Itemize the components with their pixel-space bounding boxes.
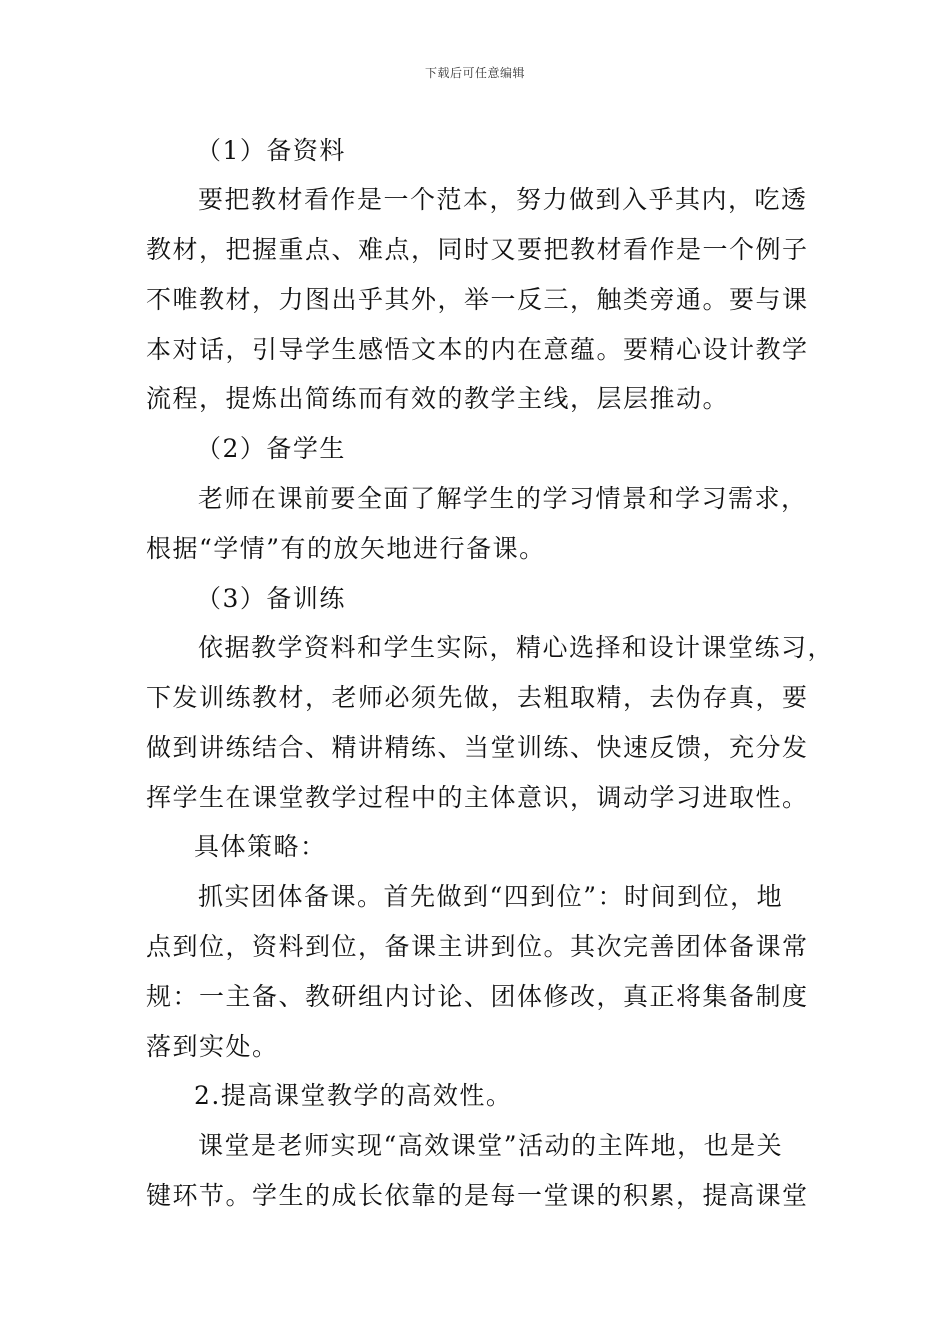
section-heading-strategies: 具体策略： — [194, 832, 327, 861]
paragraph-line: 依据教学资料和学生实际，精心选择和设计课堂练习， — [198, 633, 835, 662]
paragraph-line: 点到位，资料到位，备课主讲到位。其次完善团体备课常 — [146, 932, 809, 961]
paragraph-line: 本对话，引导学生感悟文本的内在意蕴。要精心设计教学 — [146, 335, 809, 364]
paragraph-line: 课堂是老师实现“高效课堂”活动的主阵地，也是关 — [198, 1131, 784, 1160]
paragraph-line: 键环节。学生的成长依靠的是每一堂课的积累，提高课堂 — [146, 1181, 809, 1210]
paragraph-line: 老师在课前要全面了解学生的学习情景和学习需求， — [198, 484, 808, 513]
paragraph-line: 要把教材看作是一个范本，努力做到入乎其内，吃透 — [198, 185, 808, 214]
paragraph-line: 抓实团体备课。首先做到“四到位”：时间到位，地 — [198, 882, 784, 911]
section-heading-materials: （1）备资料 — [196, 136, 346, 165]
paragraph-line: 落到实处。 — [146, 1032, 279, 1061]
paragraph-line: 不唯教材，力图出乎其外，举一反三，触类旁通。要与课 — [146, 285, 809, 314]
paragraph-line: 挥学生在课堂教学过程中的主体意识，调动学习进取性。 — [146, 783, 809, 812]
paragraph-line: 下发训练教材，老师必须先做，去粗取精，去伪存真，要 — [146, 683, 809, 712]
paragraph-line: 教材，把握重点、难点，同时又要把教材看作是一个例子 — [146, 235, 809, 264]
section-heading-efficiency: 2.提高课堂教学的高效性。 — [194, 1081, 513, 1110]
paragraph-line: 流程，提炼出简练而有效的教学主线，层层推动。 — [146, 384, 730, 413]
page-header: 下载后可任意编辑 — [424, 66, 525, 80]
paragraph-line: 根据“学情”有的放矢地进行备课。 — [146, 534, 546, 563]
section-heading-students: （2）备学生 — [196, 434, 346, 463]
section-heading-training: （3）备训练 — [196, 584, 346, 613]
paragraph-line: 规：一主备、教研组内讨论、团体修改，真正将集备制度 — [146, 982, 809, 1011]
paragraph-line: 做到讲练结合、精讲精练、当堂训练、快速反馈，充分发 — [146, 733, 809, 762]
